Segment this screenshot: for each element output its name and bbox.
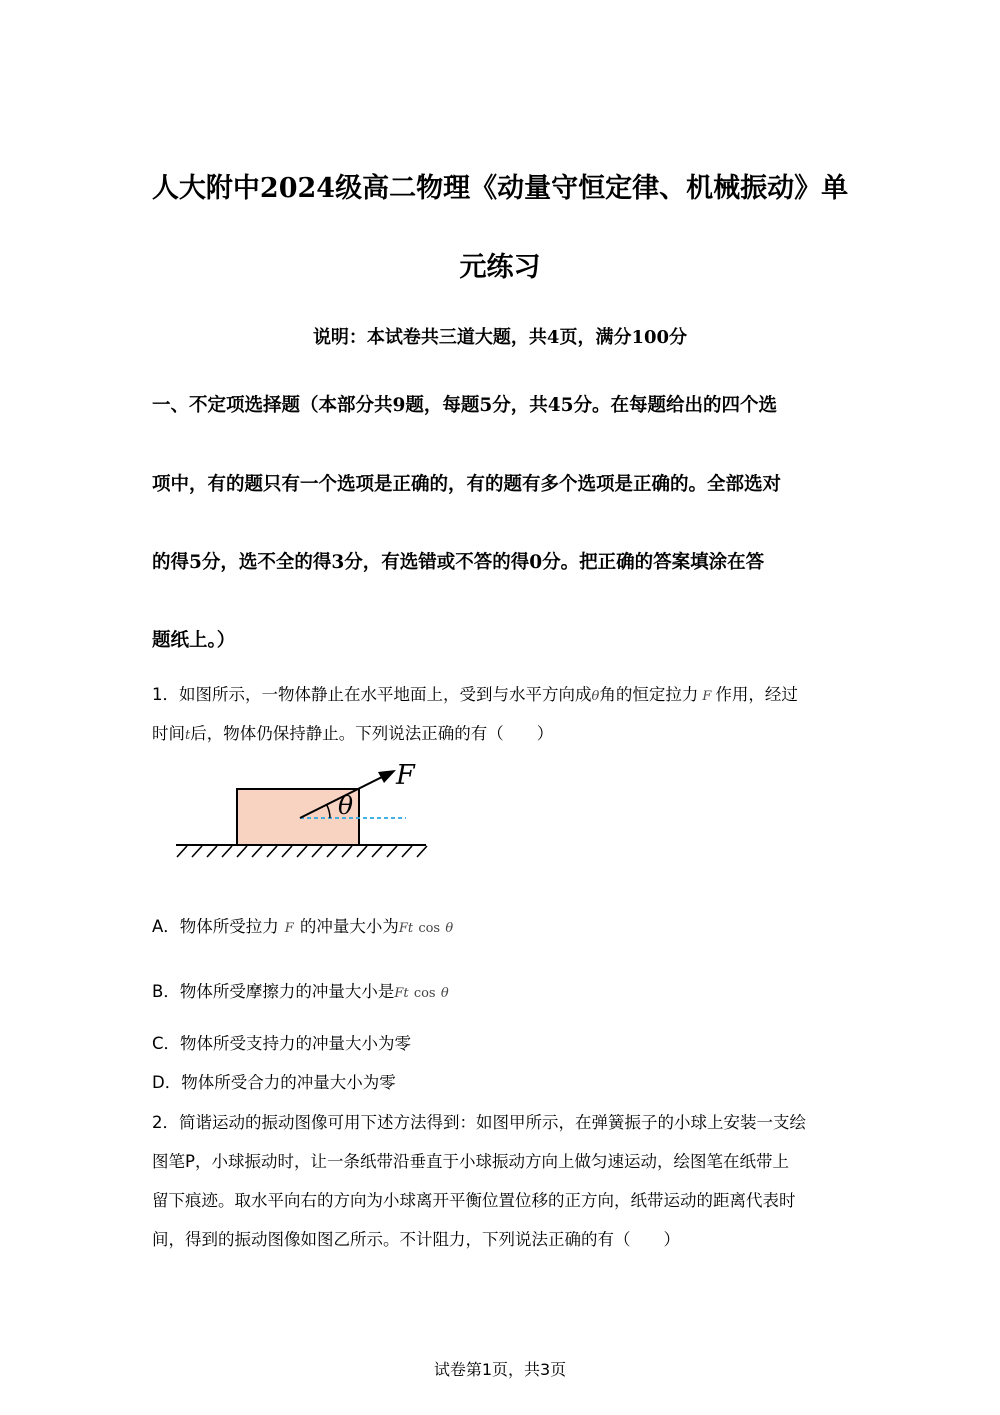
q1-text-part: 角的恒定拉力: [599, 685, 699, 704]
q1-text-part: 时间: [152, 724, 185, 743]
q1-force-symbol: F: [702, 689, 712, 704]
section-heading-line3: 的得5分，选不全的得3分，有选错或不答的得0分。把正确的答案填涂在答: [152, 552, 765, 573]
angle-label: θ: [338, 791, 354, 820]
option-a-force-symbol: F: [284, 921, 294, 936]
page-title-line1: 人大附中2024级高二物理《动量守恒定律、机械振动》单: [151, 173, 849, 204]
q1-text-part: 后，物体仍保持静止。下列说法正确的有（ ）: [190, 724, 554, 743]
option-b-expr-ft: Ft: [394, 986, 409, 1001]
option-a-expr-theta: θ: [445, 921, 454, 936]
option-b-expr-theta: θ: [440, 986, 449, 1001]
q1-option-d[interactable]: D．物体所受合力的冲量大小为零: [152, 1073, 396, 1092]
option-a-text-mid: 的冲量大小为: [299, 917, 399, 936]
option-a-expr-ft: Ft: [398, 921, 414, 936]
force-label: F: [396, 760, 415, 791]
q1-stem-line2: [152, 720, 553, 744]
q2-stem-line3: 留下痕迹。取水平向右的方向为小球离开平衡位置位移的正方向，纸带运动的距离代表时: [152, 1191, 796, 1210]
q1-option-b[interactable]: [152, 978, 449, 1002]
section-heading-line2: 项中，有的题只有一个选项是正确的，有的题有多个选项是正确的。全部选对: [152, 474, 782, 495]
q1-figure: [170, 758, 440, 863]
page-footer: 试卷第1页，共3页: [433, 1360, 567, 1379]
ground-hatching: [177, 846, 427, 857]
page-title-line2: 元练习: [459, 252, 541, 283]
option-b-text: B．物体所受摩擦力的冲量大小是: [152, 982, 395, 1001]
section-heading-line1: 一、不定项选择题（本部分共9题，每题5分，共45分。在每题给出的四个选: [152, 395, 777, 416]
exam-note: 说明：本试卷共三道大题，共4页，满分100分: [312, 327, 688, 348]
q2-stem-line1: 2．简谐运动的振动图像可用下述方法得到：如图甲所示，在弹簧振子的小球上安装一支绘: [152, 1113, 806, 1132]
q1-theta-symbol: θ: [591, 689, 600, 704]
q1-option-a[interactable]: [152, 913, 453, 937]
q1-text-part: 作用，经过: [715, 685, 798, 704]
option-a-text: A．物体所受拉力: [152, 917, 279, 936]
section-heading-line4: 题纸上。）: [152, 630, 236, 651]
q1-stem-line1: [152, 681, 798, 705]
q1-text-part: 1．如图所示，一物体静止在水平地面上，受到与水平方向成: [152, 685, 592, 704]
q1-option-c[interactable]: C．物体所受支持力的冲量大小为零: [152, 1034, 412, 1053]
arrow-head-icon: [378, 770, 396, 783]
q1-time-symbol: t: [185, 728, 191, 743]
option-b-expr-cos: cos: [413, 986, 436, 1001]
q2-stem-line2: 图笔P，小球振动时，让一条纸带沿垂直于小球振动方向上做匀速运动，绘图笔在纸带上: [152, 1152, 789, 1171]
q2-stem-line4: 间，得到的振动图像如图乙所示。不计阻力，下列说法正确的有（ ）: [152, 1230, 680, 1249]
option-a-expr-cos: cos: [418, 921, 441, 936]
